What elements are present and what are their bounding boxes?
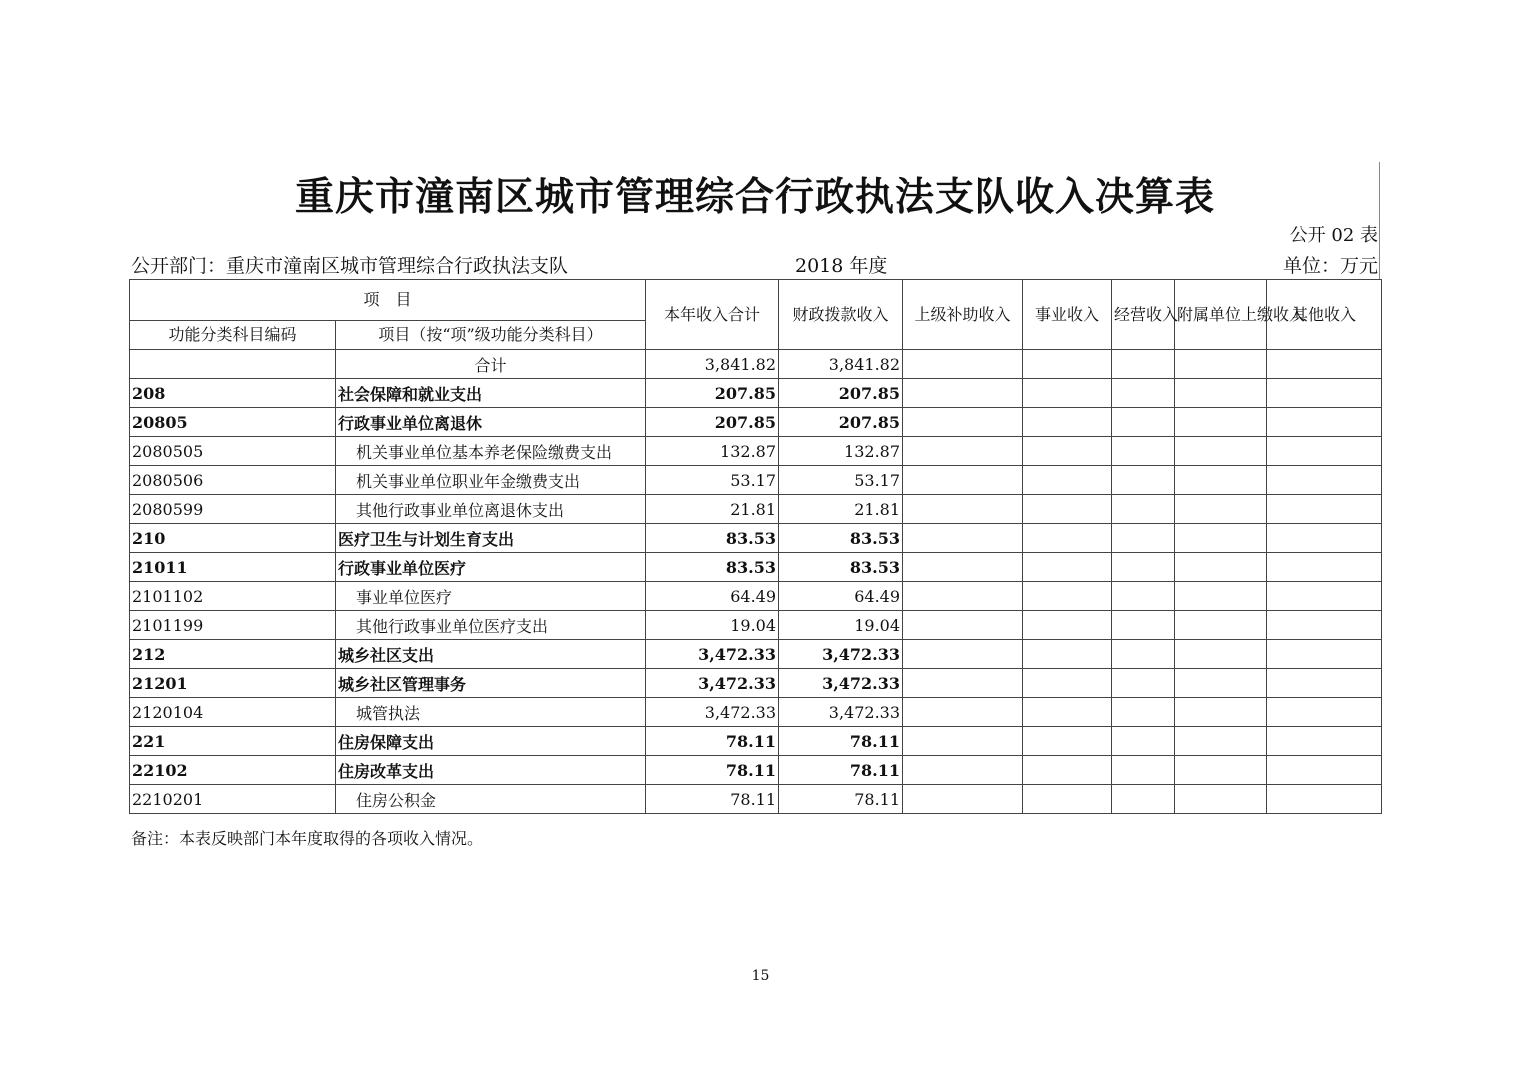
cell-superior: [903, 582, 1023, 611]
cell-operating: [1112, 379, 1175, 408]
cell-code: 208: [130, 379, 336, 408]
cell-fiscal: 19.04: [779, 611, 903, 640]
table-row: [130, 495, 1382, 524]
cell-total: 78.11: [646, 727, 779, 756]
footnote: 备注：本表反映部门本年度取得的各项收入情况。: [131, 829, 484, 848]
cell-operating: [1112, 756, 1175, 785]
cell-affiliated: [1175, 582, 1267, 611]
cell-total: 64.49: [646, 582, 779, 611]
cell-affiliated: [1175, 408, 1267, 437]
header-other: 其他收入: [1267, 280, 1382, 350]
cell-other: [1267, 495, 1382, 524]
cell-other: [1267, 785, 1382, 814]
cell-superior: [903, 350, 1023, 379]
cell-fiscal: 207.85: [779, 379, 903, 408]
cell-name: 住房保障支出: [336, 727, 646, 756]
cell-affiliated: [1175, 669, 1267, 698]
cell-other: [1267, 756, 1382, 785]
cell-other: [1267, 582, 1382, 611]
cell-fiscal: 3,472.33: [779, 669, 903, 698]
table-row: [130, 379, 1382, 408]
cell-code: 210: [130, 524, 336, 553]
table-row: [130, 437, 1382, 466]
cell-operating: [1112, 495, 1175, 524]
table-row: [130, 727, 1382, 756]
cell-code: 21201: [130, 669, 336, 698]
cell-total: 3,472.33: [646, 698, 779, 727]
cell-code: 2101199: [130, 611, 336, 640]
cell-business: [1023, 408, 1112, 437]
cell-affiliated: [1175, 350, 1267, 379]
table-row: [130, 669, 1382, 698]
header-business: 事业收入: [1023, 280, 1112, 350]
cell-name: 城乡社区管理事务: [336, 669, 646, 698]
form-number: 公开 02 表: [1289, 225, 1378, 246]
cell-total: 83.53: [646, 553, 779, 582]
cell-superior: [903, 698, 1023, 727]
cell-superior: [903, 553, 1023, 582]
cell-name: 事业单位医疗: [336, 582, 646, 611]
cell-total: 207.85: [646, 379, 779, 408]
cell-total: 19.04: [646, 611, 779, 640]
income-table: [129, 279, 1382, 814]
cell-business: [1023, 553, 1112, 582]
cell-affiliated: [1175, 756, 1267, 785]
table-row: [130, 408, 1382, 437]
cell-name: 社会保障和就业支出: [336, 379, 646, 408]
cell-business: [1023, 495, 1112, 524]
cell-operating: [1112, 640, 1175, 669]
cell-code: [130, 350, 336, 379]
cell-operating: [1112, 350, 1175, 379]
cell-other: [1267, 466, 1382, 495]
cell-name: 行政事业单位离退休: [336, 408, 646, 437]
cell-fiscal: 132.87: [779, 437, 903, 466]
cell-total: 3,472.33: [646, 669, 779, 698]
cell-superior: [903, 437, 1023, 466]
cell-total: 78.11: [646, 756, 779, 785]
cell-business: [1023, 524, 1112, 553]
cell-superior: [903, 611, 1023, 640]
page-number: 15: [751, 968, 770, 984]
table-row: [130, 466, 1382, 495]
cell-fiscal: 3,472.33: [779, 698, 903, 727]
header-row: [130, 280, 1382, 321]
cell-total: 78.11: [646, 785, 779, 814]
unit-label: 单位：万元: [1282, 255, 1378, 277]
cell-code: 22102: [130, 756, 336, 785]
header-fiscal: 财政拨款收入: [779, 280, 903, 350]
cell-code: 2080599: [130, 495, 336, 524]
cell-business: [1023, 756, 1112, 785]
table-row: [130, 611, 1382, 640]
cell-total: 132.87: [646, 437, 779, 466]
cell-other: [1267, 553, 1382, 582]
cell-business: [1023, 466, 1112, 495]
cell-business: [1023, 379, 1112, 408]
cell-name: 机关事业单位基本养老保险缴费支出: [336, 437, 646, 466]
cell-total: 3,841.82: [646, 350, 779, 379]
cell-total: 3,472.33: [646, 640, 779, 669]
cell-other: [1267, 640, 1382, 669]
table-row: [130, 553, 1382, 582]
cell-business: [1023, 785, 1112, 814]
cell-fiscal: 83.53: [779, 524, 903, 553]
cell-other: [1267, 524, 1382, 553]
cell-affiliated: [1175, 495, 1267, 524]
cell-affiliated: [1175, 379, 1267, 408]
cell-fiscal: 53.17: [779, 466, 903, 495]
table-row: [130, 350, 1382, 379]
table-row: [130, 524, 1382, 553]
header-operating: 经营收入: [1112, 280, 1175, 350]
cell-business: [1023, 698, 1112, 727]
header-code: 功能分类科目编码: [130, 321, 336, 350]
cell-superior: [903, 640, 1023, 669]
cell-affiliated: [1175, 553, 1267, 582]
cell-superior: [903, 785, 1023, 814]
cell-total: 207.85: [646, 408, 779, 437]
cell-name: 城管执法: [336, 698, 646, 727]
cell-code: 2080505: [130, 437, 336, 466]
cell-superior: [903, 379, 1023, 408]
cell-superior: [903, 669, 1023, 698]
cell-name: 医疗卫生与计划生育支出: [336, 524, 646, 553]
cell-affiliated: [1175, 437, 1267, 466]
page-title: 重庆市潼南区城市管理综合行政执法支队收入决算表: [294, 175, 1215, 220]
header-superior: 上级补助收入: [903, 280, 1023, 350]
cell-fiscal: 21.81: [779, 495, 903, 524]
cell-fiscal: 3,472.33: [779, 640, 903, 669]
cell-affiliated: [1175, 524, 1267, 553]
cell-fiscal: 78.11: [779, 756, 903, 785]
cell-other: [1267, 437, 1382, 466]
cell-other: [1267, 669, 1382, 698]
cell-business: [1023, 582, 1112, 611]
table-row: [130, 785, 1382, 814]
cell-superior: [903, 727, 1023, 756]
cell-operating: [1112, 466, 1175, 495]
cell-fiscal: 3,841.82: [779, 350, 903, 379]
cell-code: 2120104: [130, 698, 336, 727]
cell-total: 53.17: [646, 466, 779, 495]
cell-other: [1267, 350, 1382, 379]
cell-operating: [1112, 611, 1175, 640]
cell-superior: [903, 756, 1023, 785]
cell-affiliated: [1175, 785, 1267, 814]
cell-other: [1267, 611, 1382, 640]
cell-superior: [903, 495, 1023, 524]
header-item: 项 目: [130, 280, 646, 321]
cell-affiliated: [1175, 611, 1267, 640]
cell-other: [1267, 408, 1382, 437]
cell-operating: [1112, 698, 1175, 727]
cell-operating: [1112, 582, 1175, 611]
cell-code: 221: [130, 727, 336, 756]
cell-business: [1023, 350, 1112, 379]
cell-affiliated: [1175, 466, 1267, 495]
cell-fiscal: 64.49: [779, 582, 903, 611]
cell-code: 2080506: [130, 466, 336, 495]
cell-business: [1023, 640, 1112, 669]
cell-operating: [1112, 669, 1175, 698]
header-affiliated: 附属单位上缴收入: [1175, 280, 1267, 350]
cell-superior: [903, 524, 1023, 553]
cell-other: [1267, 727, 1382, 756]
cell-code: 21011: [130, 553, 336, 582]
cell-superior: [903, 466, 1023, 495]
department-line: 公开部门：重庆市潼南区城市管理综合行政执法支队: [131, 255, 569, 277]
cell-name: 机关事业单位职业年金缴费支出: [336, 466, 646, 495]
cell-fiscal: 78.11: [779, 727, 903, 756]
cell-operating: [1112, 785, 1175, 814]
cell-operating: [1112, 727, 1175, 756]
cell-business: [1023, 437, 1112, 466]
cell-operating: [1112, 524, 1175, 553]
table-row: [130, 582, 1382, 611]
cell-code: 2210201: [130, 785, 336, 814]
cell-affiliated: [1175, 698, 1267, 727]
table-row: [130, 640, 1382, 669]
cell-code: 20805: [130, 408, 336, 437]
cell-name: 行政事业单位医疗: [336, 553, 646, 582]
cell-operating: [1112, 553, 1175, 582]
cell-operating: [1112, 408, 1175, 437]
cell-name: 住房改革支出: [336, 756, 646, 785]
cell-fiscal: 78.11: [779, 785, 903, 814]
fiscal-year: 2018 年度: [795, 255, 888, 277]
cell-code: 212: [130, 640, 336, 669]
cell-other: [1267, 698, 1382, 727]
cell-fiscal: 207.85: [779, 408, 903, 437]
header-name: 项目（按“项”级功能分类科目）: [336, 321, 646, 350]
table-row: [130, 698, 1382, 727]
cell-other: [1267, 379, 1382, 408]
cell-affiliated: [1175, 640, 1267, 669]
cell-name: 其他行政事业单位离退休支出: [336, 495, 646, 524]
cell-name: 城乡社区支出: [336, 640, 646, 669]
cell-business: [1023, 611, 1112, 640]
cell-total: 83.53: [646, 524, 779, 553]
cell-superior: [903, 408, 1023, 437]
cell-total: 21.81: [646, 495, 779, 524]
table-row: [130, 756, 1382, 785]
cell-name: 住房公积金: [336, 785, 646, 814]
cell-business: [1023, 669, 1112, 698]
cell-code: 2101102: [130, 582, 336, 611]
cell-name: 其他行政事业单位医疗支出: [336, 611, 646, 640]
cell-name: 合计: [336, 350, 646, 379]
cell-affiliated: [1175, 727, 1267, 756]
header-total: 本年收入合计: [646, 280, 779, 350]
cell-business: [1023, 727, 1112, 756]
cell-operating: [1112, 437, 1175, 466]
cell-fiscal: 83.53: [779, 553, 903, 582]
